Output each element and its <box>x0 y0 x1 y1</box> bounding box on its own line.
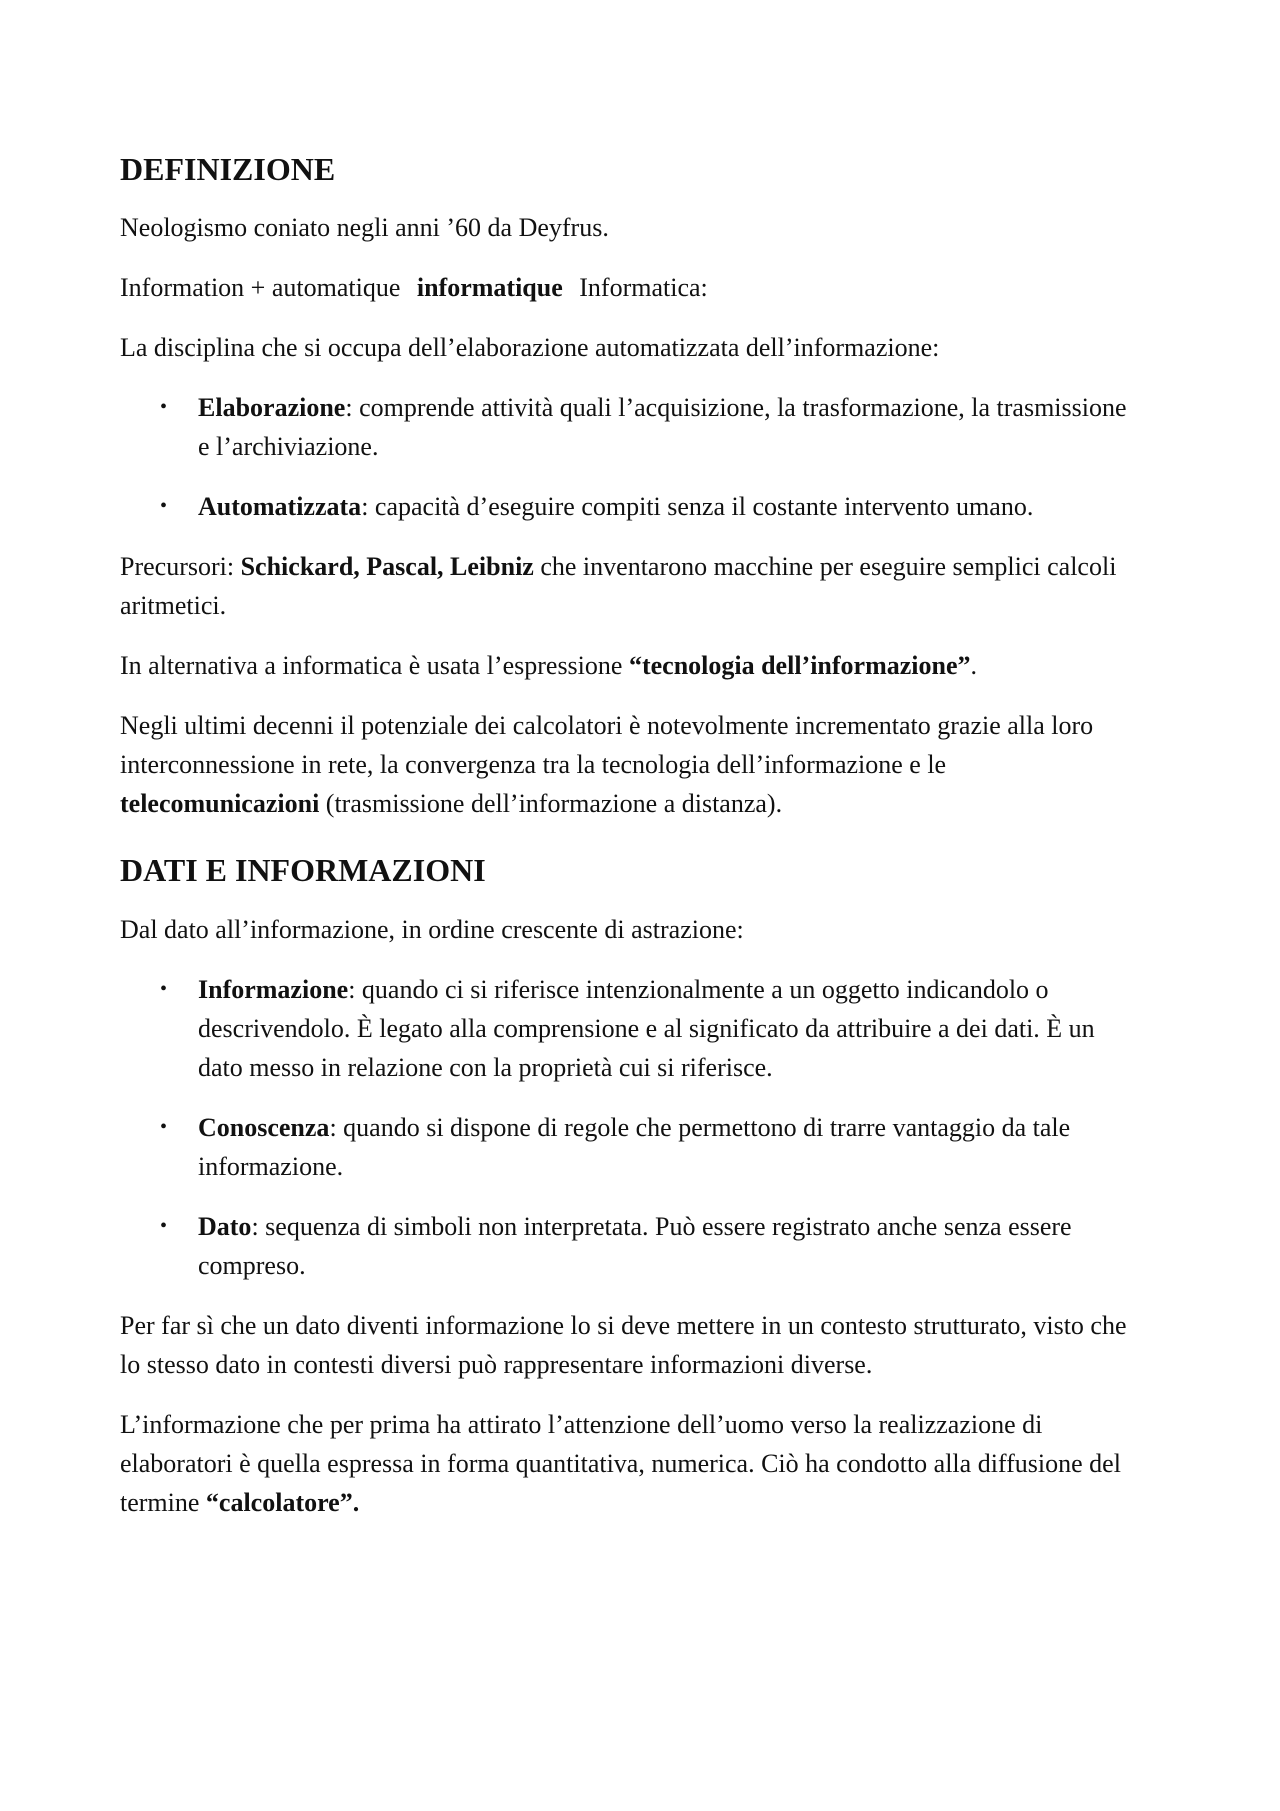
paragraph-neologismo: Neologismo coniato negli anni ’60 da Deyfrus. <box>120 213 609 243</box>
text-segment: L’informazione che per prima ha attirato l’attenzione dell’uomo verso la realizzazione di elaboratori è quella espressa in forma quantitativa, numerica. Ciò ha condotto alla diffusione del termine <box>120 1409 1121 1517</box>
bullet-term: Informazione <box>198 974 349 1004</box>
bullet-text: : comprende attività quali l’acquisizione, la trasformazione, la trasmissione e l’archiviazione. <box>198 393 1127 462</box>
bullet-icon: • <box>160 396 168 419</box>
bold-term-informatique: informatique <box>416 273 563 303</box>
list-item <box>120 970 1140 1087</box>
text-segment: Information + automatique <box>120 273 407 303</box>
bullet-term: Conoscenza <box>198 1112 330 1142</box>
paragraph-alternativa <box>120 646 1140 685</box>
paragraph-information-automatique <box>120 268 1140 307</box>
paragraph-disciplina: La disciplina che si occupa dell’elaborazione automatizzata dell’informazione: <box>120 333 940 363</box>
text-segment: In alternativa a informatica è usata l’espressione <box>120 651 629 681</box>
list-item <box>120 1207 1140 1285</box>
text-segment: che inventarono macchine per eseguire semplici calcoli aritmetici. <box>120 552 1117 621</box>
text-segment: Negli ultimi decenni il potenziale dei calcolatori è notevolmente incrementato grazie alla loro interconnessione in rete, la convergenza tra la tecnologia dell’informazione e le <box>120 711 1094 780</box>
heading-dati-e-informazioni: DATI E INFORMAZIONI <box>120 852 486 889</box>
bullet-icon: • <box>160 1115 168 1138</box>
list-item <box>120 1108 1140 1186</box>
bullet-text: : quando si dispone di regole che permettono di trarre vantaggio da tale informazione. <box>198 1112 1071 1181</box>
bold-calcolatore: “calcolatore”. <box>205 1487 360 1517</box>
text-segment: . <box>970 651 978 681</box>
bullet-icon: • <box>160 495 168 518</box>
bold-precursori-names: Schickard, Pascal, Leibniz <box>240 552 534 582</box>
bullet-term: Dato <box>198 1211 252 1241</box>
text-segment: Informatica: <box>572 273 708 303</box>
bold-tecnologia: “tecnologia dell’informazione” <box>628 651 971 681</box>
bullet-icon: • <box>160 1214 168 1237</box>
text-segment: Precursori: <box>120 552 241 582</box>
bullet-icon: • <box>160 977 168 1000</box>
list-item <box>120 388 1140 466</box>
paragraph-per-far-si: Per far sì che un dato diventi informazione lo si deve mettere in un contesto strutturato, visto che lo stesso dato in contesti diversi può rappresentare informazioni diverse. <box>120 1310 1127 1379</box>
bullet-list-definizione <box>120 388 1140 526</box>
paragraph-precursori <box>120 547 1140 625</box>
heading-definizione: DEFINIZIONE <box>120 151 336 187</box>
bullet-text: : quando ci si riferisce intenzionalmente a un oggetto indicandolo o descrivendolo. È legato alla comprensione e al significato da attribuire a dei dati. È un dato messo in relazione con la proprietà cui si riferisce. <box>198 974 1095 1082</box>
list-item <box>120 487 1140 526</box>
paragraph-negli-ultimi-decenni <box>120 706 1140 823</box>
bullet-term: Elaborazione <box>198 393 346 423</box>
bullet-text: : sequenza di simboli non interpretata. Può essere registrato anche senza essere compreso. <box>198 1211 1072 1280</box>
bullet-term: Automatizzata <box>198 492 362 522</box>
bullet-text: : capacità d’eseguire compiti senza il costante intervento umano. <box>361 492 1034 522</box>
text-segment: (trasmissione dell’informazione a distanza). <box>319 789 783 819</box>
paragraph-dal-dato: Dal dato all’informazione, in ordine crescente di astrazione: <box>120 914 744 944</box>
bullet-list-dati <box>120 970 1140 1285</box>
bold-telecomunicazioni: telecomunicazioni <box>120 789 320 819</box>
paragraph-calcolatore <box>120 1405 1140 1522</box>
